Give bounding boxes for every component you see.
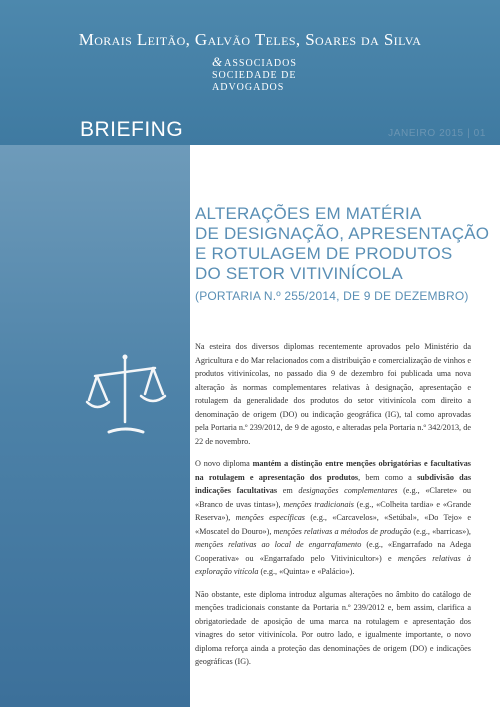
bold-text: mantém a distinção entre menções obrigatórias e facultativas na rotulagem e apresentação dos produtos: [195, 459, 471, 482]
paragraph: Na esteira dos diversos diplomas recentemente aprovados pelo Ministério da Agricultura e do Mar relacionados com a distribuição e comercialização de vinhos e produtos vitivinícolas, no passado dia 9 de dezembro foi publicada uma nova alteração às normas complementares relativas à designação, apresentação e rotulagem da generalidade dos produtos do setor vitivinícola com direito a denominação de origem (DO) ou indicação geográfica (IG), tal como aprovadas pela Portaria n.º 239/2012, de 9 de agosto, e alteradas pela Portaria n.º 342/2013, de 22 de novembro.: [195, 342, 471, 446]
text-run: (e.g., «Carcavelos», «Setúbal», «Do Tejo» e «Moscatel do Douro»),: [195, 513, 472, 536]
issue-date: JANEIRO 2015 | 01: [388, 128, 486, 139]
italic-text: menções relativas a métodos de produção: [273, 526, 412, 536]
assoc-ampersand: &: [212, 54, 224, 69]
italic-text: menções tradicionais: [283, 499, 354, 509]
text-run: (e.g., «Colheita tardia» e «Grande Reserva»),: [195, 499, 472, 522]
assoc-line-2: SOCIEDADE DE: [212, 70, 297, 81]
paragraph: [195, 457, 471, 579]
title-line: E ROTULAGEM DE PRODUTOS: [195, 244, 453, 263]
text-run: em: [277, 486, 299, 495]
title-line: DO SETOR VITIVINÍCOLA: [195, 264, 403, 283]
header-banner: [0, 0, 500, 145]
paragraph: Não obstante, este diploma introduz algumas alterações no âmbito do catálogo de menções tradicionais constante da Portaria n.º 239/2012 e, bem assim, clarifica a obrigatoriedade de aposição de uma marca na rotulagem e apresentação dos vinagres do setor vitivinícola. Por outro lado, e igualmente importante, o novo diploma reforça ainda a proteção das denominações de origem (DO) e indicações geográficas (IG).: [195, 589, 471, 666]
title-line: ALTERAÇÕES EM MATÉRIA: [195, 204, 422, 223]
firm-name: Morais Leitão, Galvão Teles, Soares da Silva: [78, 30, 422, 49]
text-run: (e.g., «Quinta» e «Palácio»).: [258, 567, 355, 576]
scales-of-justice-icon: [85, 352, 185, 452]
article-body: [195, 340, 471, 678]
italic-text: menções relativas à exploração vitícola: [195, 553, 471, 576]
italic-text: menções relativas ao local de engarrafamento: [195, 540, 362, 549]
title-line: DE DESIGNAÇÃO, APRESENTAÇÃO: [195, 224, 490, 243]
text-run: (e.g., «Engarrafado na Adega Cooperativa» ou «Engarrafado pelo Vitivinicultor») e: [195, 540, 471, 563]
section-divider: [190, 145, 500, 146]
assoc-line-1: ASSOCIADOS: [224, 58, 297, 69]
section-label: BRIEFING: [80, 118, 184, 141]
text-run: (e.g., «Clarete» ou «Branco de uvas tintas»),: [195, 486, 471, 509]
firm-subtitle: [212, 56, 297, 94]
assoc-line-3: ADVOGADOS: [212, 82, 285, 93]
bold-text: subdivisão das indicações facultativas: [195, 472, 472, 495]
article-title: [195, 204, 495, 284]
text-run: , bem como a: [358, 472, 418, 482]
article-subtitle: (PORTARIA N.º 255/2014, DE 9 DE DEZEMBRO): [195, 289, 469, 303]
italic-text: menções específicas: [235, 513, 305, 522]
italic-text: designações complementares: [298, 486, 398, 495]
text-run: (e.g., «barricas»),: [411, 526, 471, 536]
text-run: O novo diploma: [195, 459, 253, 468]
